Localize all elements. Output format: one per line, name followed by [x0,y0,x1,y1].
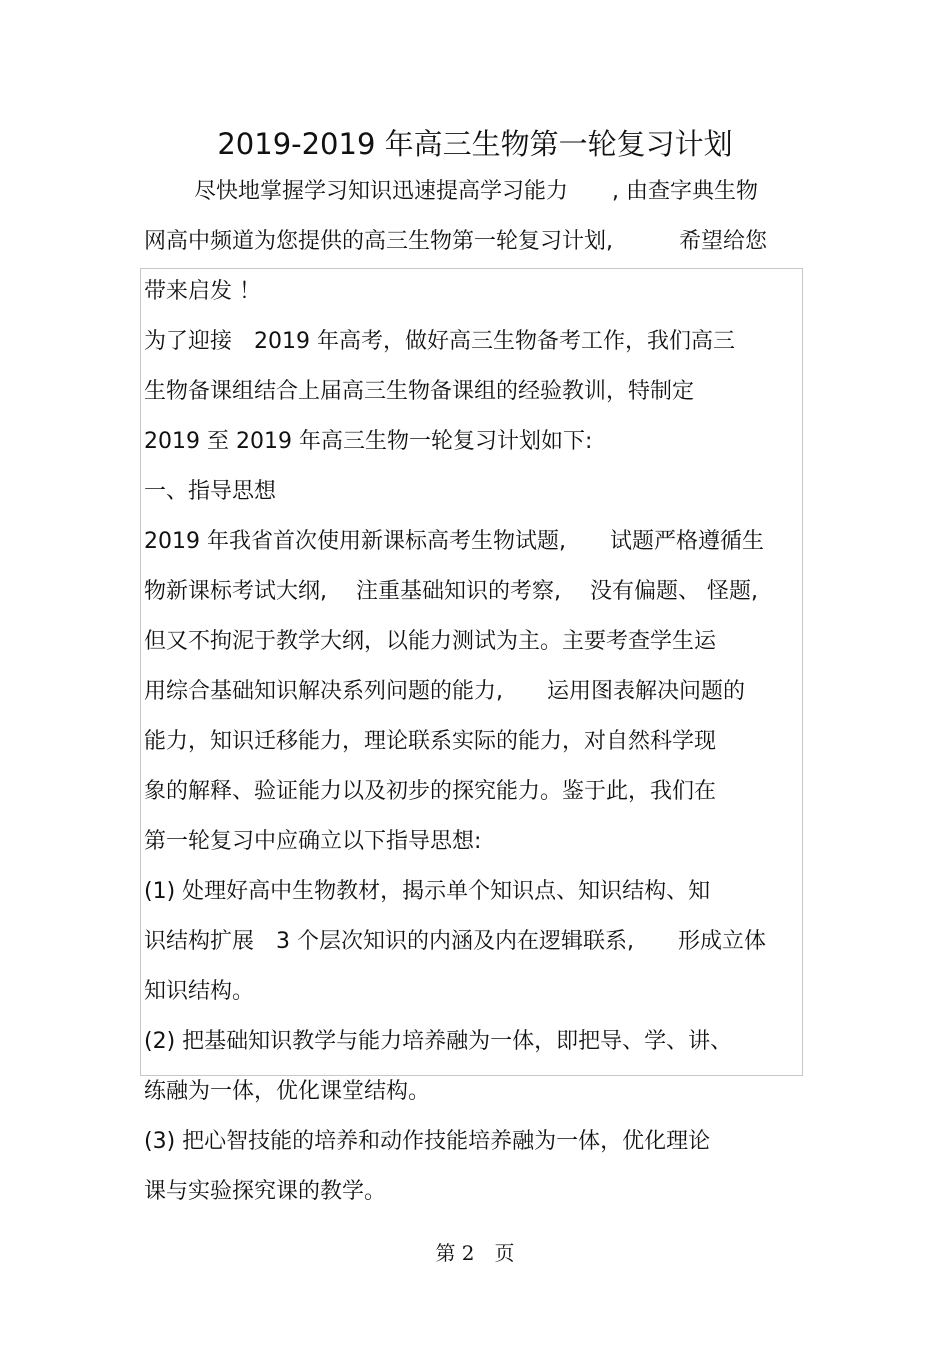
paragraph-line: 2019 年我省首次使用新课标高考生物试题, 试题严格遵循生 [144,529,764,554]
paragraph-line: 生物备课组结合上届高三生物备课组的经验教训，特制定 [144,379,695,404]
paragraph-line: 象的解释、验证能力以及初步的探究能力。鉴于此，我们在 [144,779,717,804]
list-item-line: (2) 把基础知识教学与能力培养融为一体，即把导、学、讲、 [144,1029,733,1054]
paragraph-line: 网高中频道为您提供的高三生物第一轮复习计划, 希望给您 [144,229,767,254]
paragraph-line: 2019 至 2019 年高三生物一轮复习计划如下: [144,429,593,454]
paragraph-line: 能力，知识迁移能力，理论联系实际的能力，对自然科学现 [144,729,717,754]
paragraph-line: 为了迎接 2019 年高考，做好高三生物备考工作，我们高三 [144,329,735,354]
paragraph-line: 尽快地掌握学习知识迅速提高学习能力 , 由查字典生物 [194,179,758,204]
document-title: 2019-2019 年高三生物第一轮复习计划 [217,127,733,161]
page-number: 第 2 页 [435,1241,515,1265]
list-item-line: (1) 处理好高中生物教材，揭示单个知识点、知识结构、知 [144,879,711,904]
paragraph-line: 第一轮复习中应确立以下指导思想: [144,829,482,854]
paragraph-line: 物新课标考试大纲, 注重基础知识的考察, 没有偏题、 怪题, [144,579,758,604]
list-item-line: 练融为一体，优化课堂结构。 [144,1079,431,1104]
paragraph-line: 带来启发 ！ [144,279,261,304]
paragraph-line: 用综合基础知识解决系列问题的能力, 运用图表解决问题的 [144,679,745,704]
list-item-line: 知识结构。 [144,979,255,1004]
list-item-line: 识结构扩展 3 个层次知识的内涵及内在逻辑联系, 形成立体 [144,929,766,954]
section-heading: 一、指导思想 [144,479,277,504]
list-item-line: (3) 把心智技能的培养和动作技能培养融为一体，优化理论 [144,1129,711,1154]
list-item-line: 课与实验探究课的教学。 [144,1179,387,1204]
paragraph-line: 但又不拘泥于教学大纲，以能力测试为主。主要考查学生运 [144,629,717,654]
